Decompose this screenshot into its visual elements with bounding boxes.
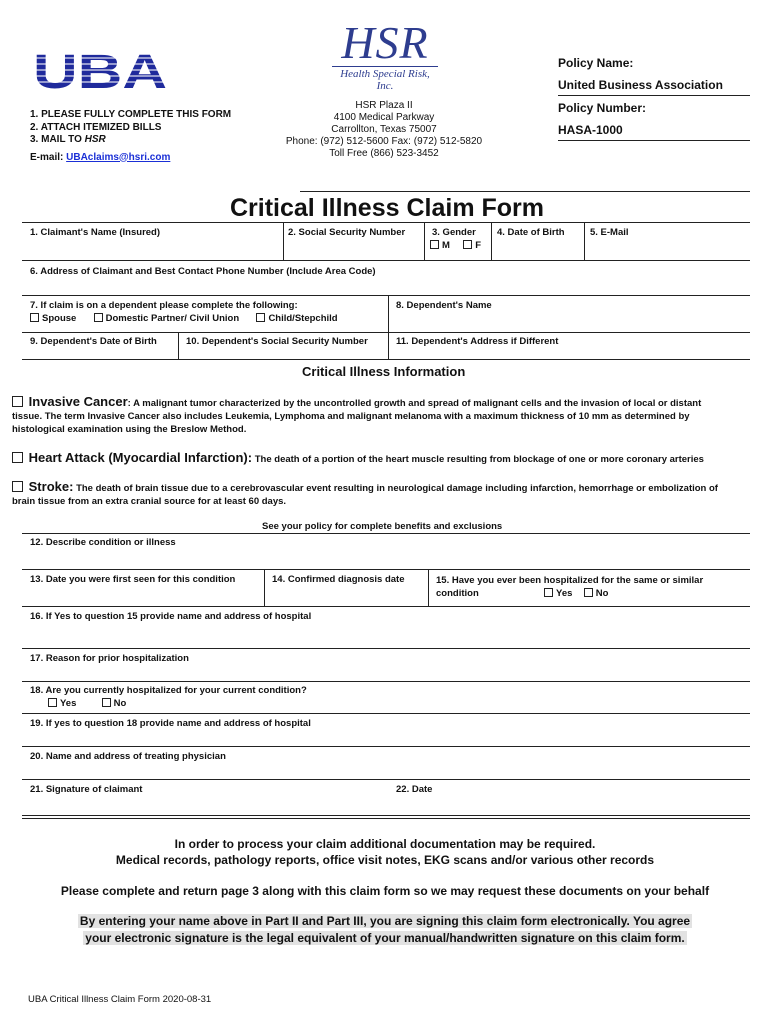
stroke-text-2: brain tissue from an extra cranial source for at least 60 days. [12,496,287,507]
hospital-name-address-label: 16. If Yes to question 15 provide name and address of hospital [30,611,312,622]
hsr-logo-text: HSR [341,17,429,68]
dob-input[interactable] [496,241,584,259]
prior-hospitalization-reason-input[interactable] [28,666,750,682]
invasive-cancer-text-1: : A malignant tumor characterized by the uncontrolled growth and spread of malignant cells and the invasion of local or distant [127,398,702,409]
ssn-input[interactable] [288,241,424,259]
gender-m-checkbox[interactable] [430,240,439,249]
heart-attack-checkbox[interactable] [12,452,23,463]
heart-attack-text: The death of a portion of the heart muscle resulting from blockage of one or more coronary arteries [254,454,704,465]
footer-notice [0,836,770,868]
instruction-2: 2. ATTACH ITEMIZED BILLS [30,121,162,133]
q18-no-label: No [113,698,127,709]
policy-note: See your policy for complete benefits and exclusions [262,521,503,532]
diagnosis-date-label: 14. Confirmed diagnosis date [272,574,405,585]
divider [22,818,750,819]
address-line-1: HSR Plaza II [355,100,413,111]
heart-attack-block [12,450,704,465]
gender-f-checkbox[interactable] [463,240,472,249]
physician-input[interactable] [28,764,750,780]
dependent-address-label: 11. Dependent's Address if Different [396,336,559,347]
dob-label: 4. Date of Birth [497,227,565,238]
email-link[interactable]: UBAclaims@hsri.com [66,151,171,163]
dependent-type-options [30,313,338,324]
info-heading: Critical Illness Information [302,364,466,379]
claimant-signature-input[interactable] [28,797,392,813]
describe-condition-input[interactable] [28,550,750,568]
mail-to-name: HSR [84,134,106,145]
prior-hospitalization-reason-label: 17. Reason for prior hospitalization [30,653,189,664]
email-line [30,152,231,165]
footer-line-2: Medical records, pathology reports, office visit notes, EKG scans and/or various other records [115,853,655,867]
footer-line-1: In order to process your claim additional documentation may be required. [174,837,596,851]
address-line-5: Toll Free (866) 523-3452 [329,148,439,159]
invasive-cancer-text-3: histological examination using the Breslow Method. [12,424,247,435]
q18-no-checkbox[interactable] [102,698,111,707]
email-field-label: 5. E-Mail [590,227,629,238]
dependent-name-label: 8. Dependent's Name [396,300,492,311]
diagnosis-date-input[interactable] [272,588,428,606]
spouse-label: Spouse [42,313,77,324]
invasive-cancer-text-2: tissue. The term Invasive Cancer also includes Leukemia, Lymphoma and malignant melanoma with a maximum thickness of 10 mm as determined by [12,411,690,422]
stroke-checkbox[interactable] [12,481,23,492]
divider [22,815,750,816]
email-input[interactable] [590,241,750,259]
gender-m-label: M [442,240,450,251]
divider [22,606,750,607]
prior-hospitalization-question: 15. Have you ever been hospitalized for the same or similar [436,575,704,586]
ssn-label: 2. Social Security Number [288,227,406,238]
uba-logo-text: UBA [33,48,167,94]
divider [424,222,425,260]
address-line-2: 4100 Medical Parkway [333,112,435,123]
q15-no-label: No [595,588,609,599]
first-seen-date-input[interactable] [28,588,264,606]
dependent-ssn-label: 10. Dependent's Social Security Number [186,336,368,347]
q18-yes-label: Yes [60,698,77,709]
policy-number-value[interactable]: HASA-1000 [558,123,750,141]
address-line-3: Carrollton, Texas 75007 [331,124,437,135]
q15-yes-checkbox[interactable] [544,588,553,597]
title-top-rule [300,191,750,192]
divider [491,222,492,260]
footer-return-instruction: Please complete and return page 3 along with this claim form so we may request these documents on your behalf [60,884,710,898]
q15-yes-label: Yes [556,588,573,599]
q15-no-checkbox[interactable] [584,588,593,597]
claimant-name-input[interactable] [28,241,282,259]
form-title: Critical Illness Claim Form [230,194,544,222]
address-phone-input[interactable] [28,279,750,295]
divider [388,332,389,359]
divider [178,332,179,359]
address-phone-label: 6. Address of Claimant and Best Contact Phone Number (Include Area Code) [30,266,376,277]
divider [264,569,265,606]
divider [22,713,750,714]
divider [22,648,750,649]
email-label: E-mail: [30,151,64,163]
stroke-text-1: The death of brain tissue due to a cerebrovascular event resulting in neurological damage including infarction, hemorrhage or embolization of [76,483,718,494]
prior-hospitalization-question-2: condition [436,588,479,599]
policy-name-value[interactable]: United Business Association [558,78,750,96]
gender-options [430,240,481,251]
instruction-1: 1. PLEASE FULLY COMPLETE THIS FORM [30,109,232,120]
signature-date-input[interactable] [396,797,750,813]
title-bottom-rule [22,222,750,223]
esignature-notice [0,913,770,947]
invasive-cancer-title: Invasive Cancer [28,394,128,409]
dependent-claim-label: 7. If claim is on a dependent please complete the following: [30,300,298,311]
hsr-logo-subtitle: Health Special Risk, Inc. [332,66,438,92]
divider [428,569,429,606]
hospital-name-address-input[interactable] [28,625,750,643]
divider [283,222,284,260]
current-hospital-label: 19. If yes to question 18 provide name and address of hospital [30,718,311,729]
divider [22,260,750,261]
instructions [30,109,231,164]
divider [584,222,585,260]
current-hospitalization-label: 18. Are you currently hospitalized for your current condition? [30,685,307,696]
instruction-3: 3. MAIL TO HSR [30,134,106,145]
dependent-name-input[interactable] [396,313,750,331]
divider [22,569,750,570]
physician-label: 20. Name and address of treating physician [30,751,226,762]
current-hospitalization-options [48,698,126,709]
policy-block [558,56,750,141]
spouse-checkbox[interactable] [30,313,39,322]
divider [22,779,750,780]
current-hospital-input[interactable] [28,731,750,747]
divider [22,746,750,747]
q18-yes-checkbox[interactable] [48,698,57,707]
uba-logo [33,48,167,94]
gender-f-label: F [475,240,482,251]
prior-hospitalization-label [436,574,703,600]
heart-attack-title: Heart Attack (Myocardial Infarction): [28,450,253,465]
divider [22,681,750,682]
divider [22,359,750,360]
divider [388,295,389,332]
claimant-signature-label: 21. Signature of claimant [30,784,143,795]
divider [22,533,750,534]
child-checkbox[interactable] [256,313,265,322]
domestic-partner-label: Domestic Partner/ Civil Union [105,313,240,324]
claimant-name-label: 1. Claimant's Name (Insured) [30,227,161,238]
child-label: Child/Stepchild [268,313,338,324]
policy-name-label: Policy Name: [558,56,634,70]
esignature-line-1: By entering your name above in Part II and Part III, you are signing this claim form electronically. You agree [79,914,691,928]
hsr-logo [326,17,444,92]
dependent-dob-label: 9. Dependent's Date of Birth [30,336,157,347]
domestic-partner-checkbox[interactable] [94,313,103,322]
first-seen-date-label: 13. Date you were first seen for this condition [30,574,236,585]
divider [22,332,750,333]
esignature-line-2: your electronic signature is the legal equivalent of your manual/handwritten signature on this claim form. [85,931,685,945]
invasive-cancer-checkbox[interactable] [12,396,23,407]
policy-number-label: Policy Number: [558,101,647,115]
stroke-title: Stroke: [28,479,74,494]
signature-date-label: 22. Date [396,784,433,795]
divider [22,295,750,296]
document-id: UBA Critical Illness Claim Form 2020-08-31 [28,994,212,1005]
stroke-block [12,480,767,508]
hsr-address [268,100,500,160]
address-line-4: Phone: (972) 512-5600 Fax: (972) 512-5820 [285,136,483,147]
invasive-cancer-block [12,395,762,436]
gender-label: 3. Gender [432,227,476,238]
describe-condition-label: 12. Describe condition or illness [30,537,176,548]
